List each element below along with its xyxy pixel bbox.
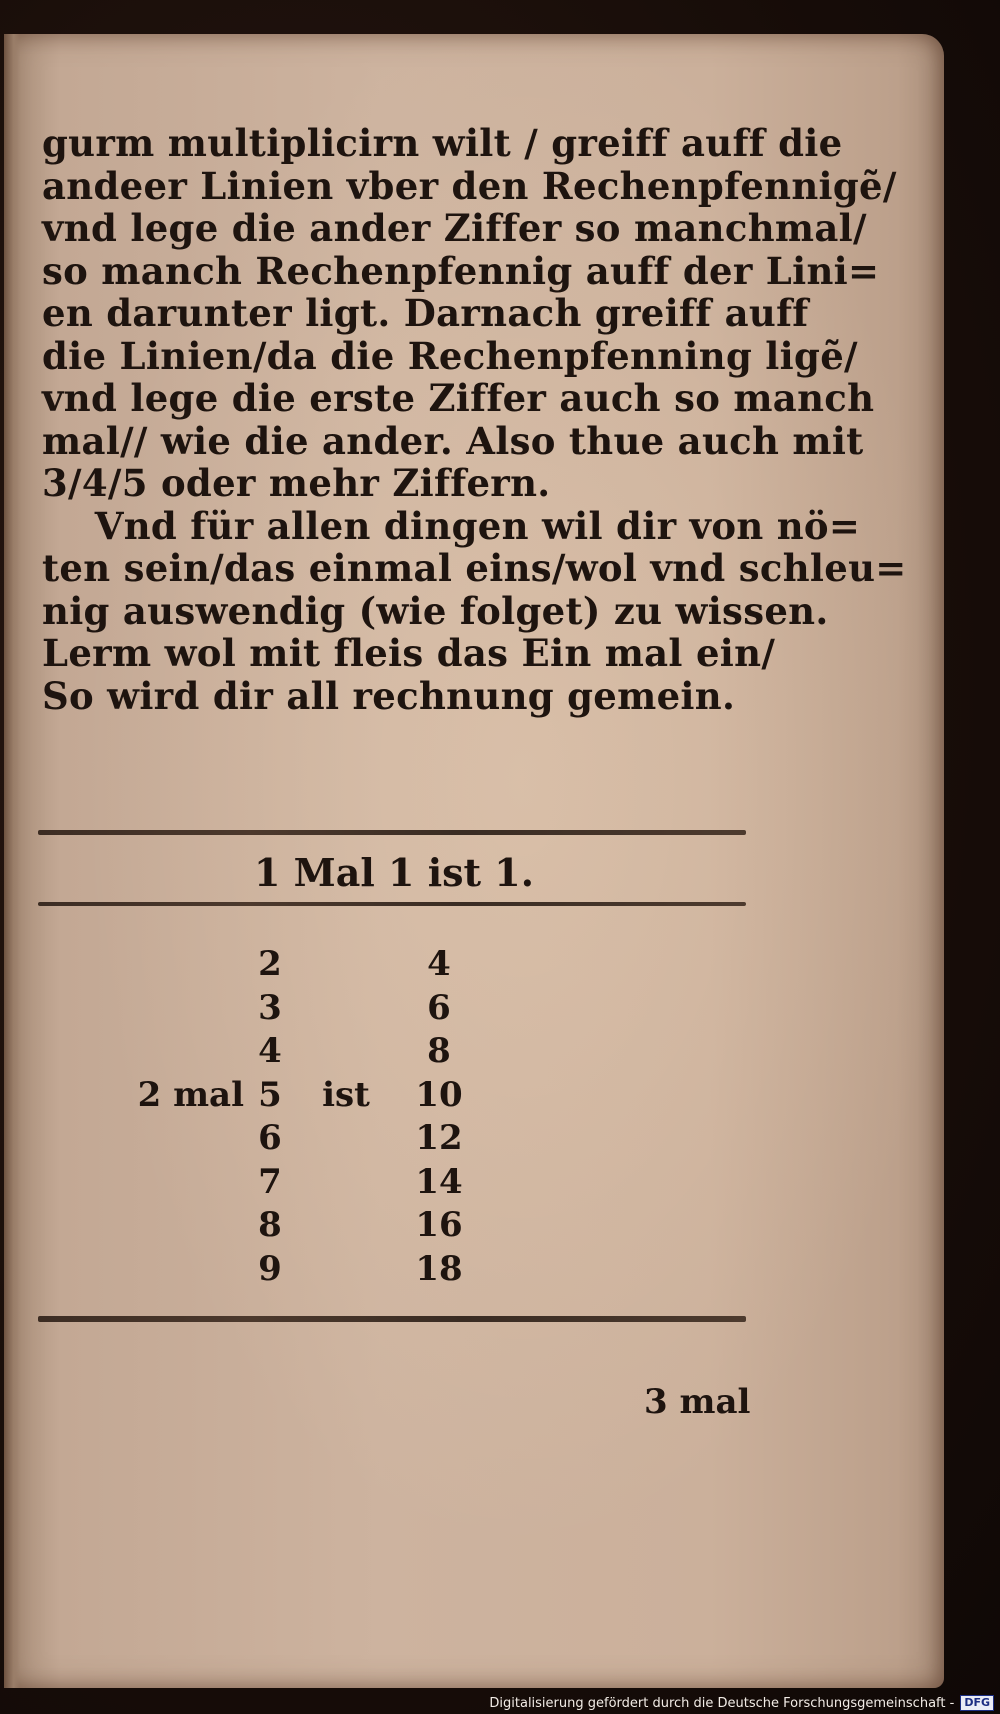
- text-line: ten sein/das einmal eins/wol vnd schleu=: [42, 546, 907, 590]
- multiplication-table: [104, 944, 564, 1292]
- table-row: [104, 1249, 564, 1293]
- text-line: 3/4/5 oder mehr Ziffern.: [42, 461, 551, 505]
- multiplicand: 6: [258, 1118, 282, 1158]
- text-line: vnd lege die ander Ziffer so manchmal/: [42, 206, 867, 250]
- table-row: [104, 988, 564, 1032]
- text-line: So wird dir all rechnung gemein.: [42, 673, 736, 718]
- product: 6: [427, 987, 451, 1028]
- table-top-rule: [38, 830, 746, 835]
- table-row: [104, 944, 564, 988]
- table-row: [104, 1031, 564, 1075]
- text-line: gurm multiplicirn wilt / greiff auff die: [42, 121, 843, 165]
- multiplicand: 5: [258, 1074, 282, 1115]
- text-line: andeer Linien vber den Rechenpfennigẽ/: [42, 163, 897, 208]
- table-bottom-rule: [38, 1316, 746, 1322]
- product: 4: [427, 944, 451, 984]
- catchword: 3 mal: [644, 1382, 751, 1422]
- product: 8: [427, 1031, 451, 1071]
- text-line: mal// wie die ander. Also thue auch mit: [42, 418, 864, 463]
- multiplicand: 2: [258, 944, 282, 984]
- text-line: die Linien/da die Rechenpfenning ligẽ/: [42, 333, 858, 378]
- table-heading: 1 Mal 1 ist 1.: [254, 850, 534, 895]
- text-line: en darunter ligt. Darnach greiff auff: [42, 291, 809, 335]
- product: 16: [415, 1205, 463, 1245]
- multiplicand: 8: [258, 1205, 282, 1245]
- dfg-logo: DFG: [960, 1695, 994, 1711]
- product: 10: [415, 1074, 463, 1115]
- text-line: nig auswendig (wie folget) zu wissen.: [42, 588, 829, 633]
- equals-word: ist: [322, 1074, 370, 1115]
- funding-footer: [489, 1694, 994, 1712]
- product: 12: [415, 1118, 463, 1158]
- table-row: [104, 1205, 564, 1249]
- table-row: [104, 1118, 564, 1162]
- product: 14: [415, 1161, 463, 1202]
- multiplicand: 4: [258, 1031, 282, 1071]
- text-line: Lerm wol mit fleis das Ein mal ein/: [42, 631, 776, 675]
- product: 18: [415, 1248, 463, 1289]
- table-row: [104, 1075, 564, 1119]
- text-line: so manch Rechenpfennig auff der Lini=: [42, 248, 880, 293]
- multiplicand: 3: [258, 987, 282, 1028]
- table-heading-rule: [38, 902, 746, 906]
- text-line: vnd lege die erste Ziffer auch so manch: [42, 376, 875, 420]
- multiplicand: 9: [258, 1248, 282, 1289]
- paragraph-text: [42, 121, 907, 718]
- table-row: [104, 1162, 564, 1206]
- text-line: Vnd für allen dingen wil dir von nö=: [42, 503, 861, 548]
- multiplicand: 7: [258, 1161, 282, 1202]
- footer-text: Digitalisierung gefördert durch die Deutsche Forschungsgemeinschaft -: [489, 1695, 955, 1711]
- multiplier-label: 2 mal: [137, 1074, 244, 1115]
- book-page: [4, 34, 944, 1688]
